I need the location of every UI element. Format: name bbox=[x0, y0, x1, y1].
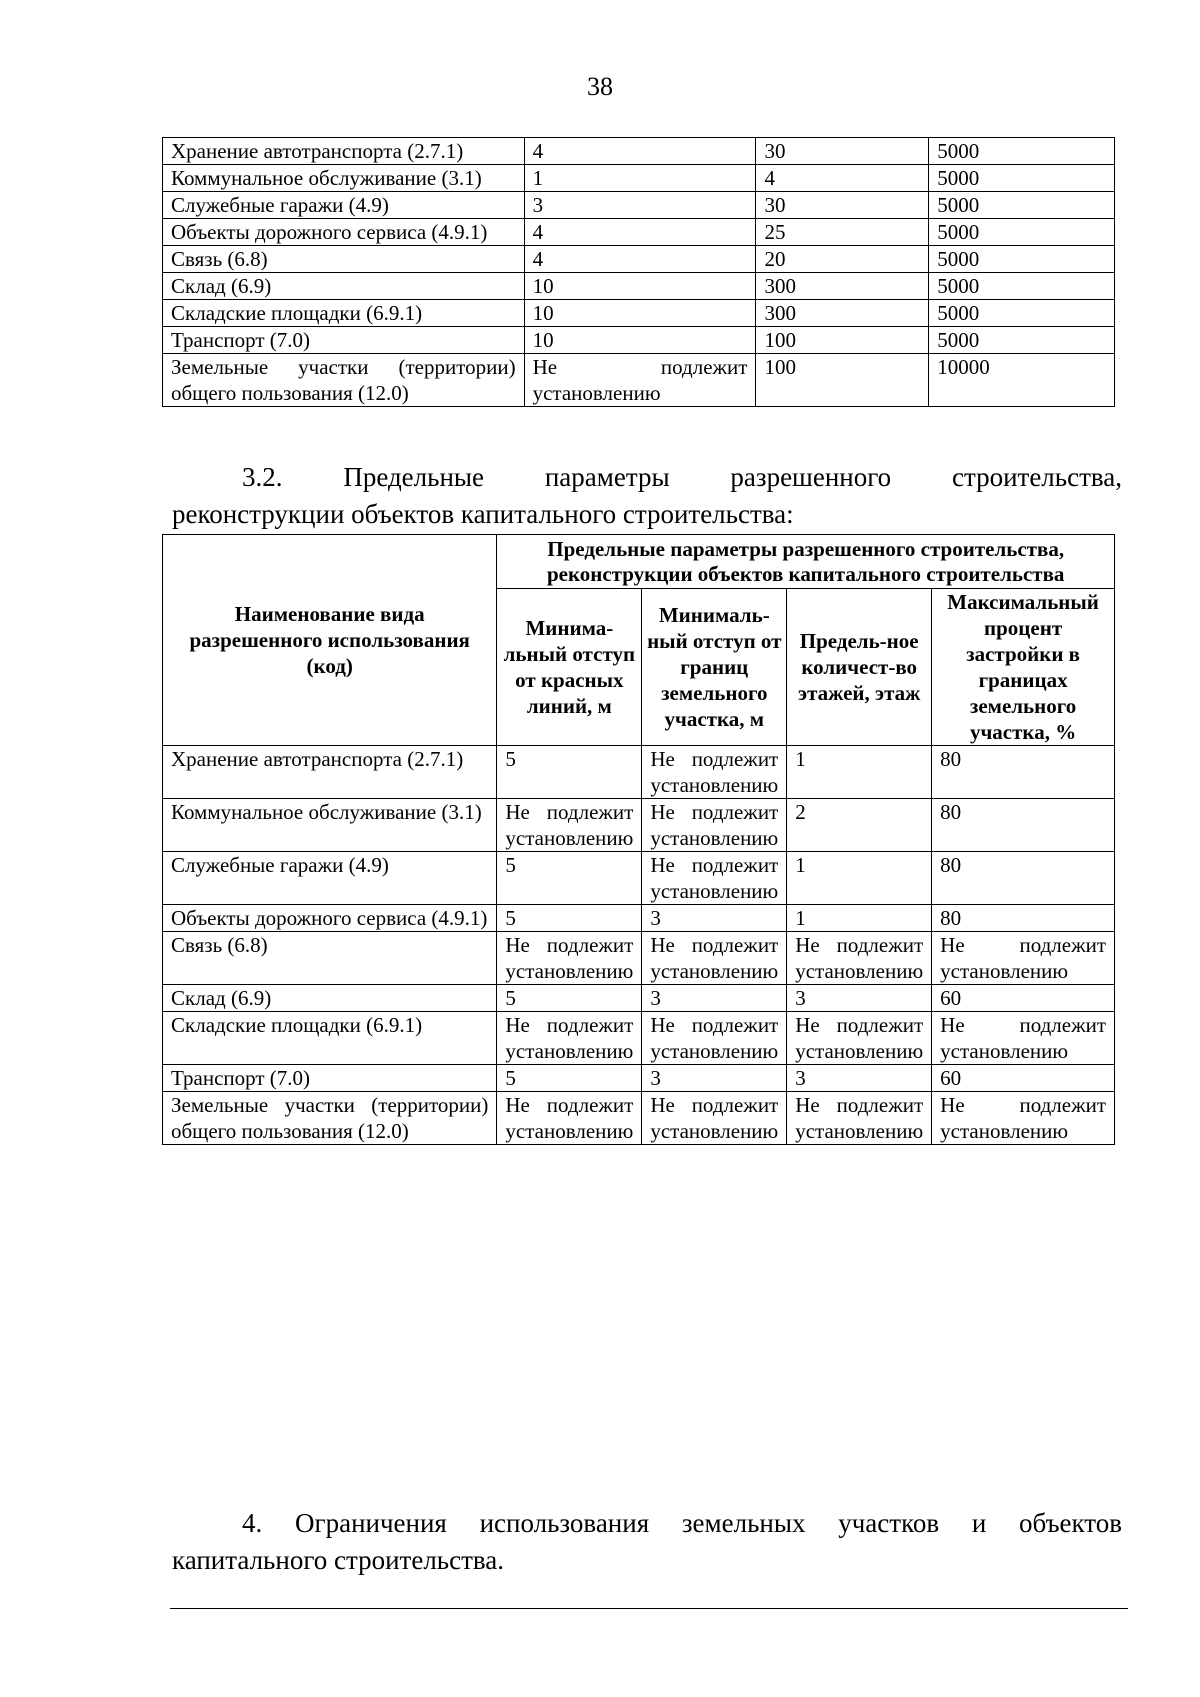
value-cell: Не подлежит установлению bbox=[787, 932, 932, 985]
value-cell: 5000 bbox=[929, 165, 1115, 192]
table-row bbox=[163, 1092, 1115, 1145]
header-name: Наименование вида разрешенного использования (код) bbox=[163, 535, 497, 746]
value-cell: 1 bbox=[787, 746, 932, 799]
value-cell: 100 bbox=[756, 354, 929, 407]
row-name-cell: Объекты дорожного сервиса (4.9.1) bbox=[163, 905, 497, 932]
value-cell: Не подлежит установлению bbox=[497, 1092, 642, 1145]
table-row bbox=[163, 746, 1115, 799]
table-row bbox=[163, 985, 1115, 1012]
table-row bbox=[163, 932, 1115, 985]
row-name-cell: Транспорт (7.0) bbox=[163, 1065, 497, 1092]
value-cell: 5 bbox=[497, 985, 642, 1012]
value-cell: 30 bbox=[756, 138, 929, 165]
table-row bbox=[163, 165, 1115, 192]
value-cell: 1 bbox=[787, 852, 932, 905]
value-cell: 80 bbox=[932, 852, 1115, 905]
value-cell: 80 bbox=[932, 799, 1115, 852]
row-name-cell: Земельные участки (территории) общего пользования (12.0) bbox=[163, 354, 525, 407]
value-cell: 5000 bbox=[929, 192, 1115, 219]
table1-body bbox=[163, 138, 1115, 407]
value-cell: 100 bbox=[756, 327, 929, 354]
value-cell: 1 bbox=[524, 165, 756, 192]
value-cell: Не подлежит установлению bbox=[642, 932, 787, 985]
value-cell: Не подлежит установлению bbox=[932, 932, 1115, 985]
section-3-2-line1: 3.2. Предельные параметры разрешенного строительства, bbox=[242, 462, 1122, 492]
header-floors: Предель-ное количест-во этажей, этаж bbox=[787, 589, 932, 746]
row-name-cell: Склад (6.9) bbox=[163, 985, 497, 1012]
row-name-cell: Складские площадки (6.9.1) bbox=[163, 1012, 497, 1065]
value-cell: 80 bbox=[932, 746, 1115, 799]
value-cell: 10 bbox=[524, 300, 756, 327]
value-cell: 5 bbox=[497, 746, 642, 799]
row-name-cell: Коммунальное обслуживание (3.1) bbox=[163, 799, 497, 852]
parameters-table bbox=[162, 534, 1115, 1145]
value-cell: 300 bbox=[756, 300, 929, 327]
value-cell: 4 bbox=[524, 138, 756, 165]
table-row bbox=[163, 1012, 1115, 1065]
value-cell: Не подлежит установлению bbox=[642, 746, 787, 799]
value-cell: 5000 bbox=[929, 219, 1115, 246]
value-cell: Не подлежит установлению bbox=[524, 354, 756, 407]
row-name-cell: Складские площадки (6.9.1) bbox=[163, 300, 525, 327]
value-cell: Не подлежит установлению bbox=[642, 1012, 787, 1065]
table-row bbox=[163, 1065, 1115, 1092]
value-cell: 10 bbox=[524, 273, 756, 300]
value-cell: 10000 bbox=[929, 354, 1115, 407]
value-cell: 5000 bbox=[929, 273, 1115, 300]
row-name-cell: Коммунальное обслуживание (3.1) bbox=[163, 165, 525, 192]
bottom-rule bbox=[170, 1608, 1128, 1609]
header-plot-boundary: Минималь-ный отступ от границ земельного участка, м bbox=[642, 589, 787, 746]
table-row bbox=[163, 799, 1115, 852]
header-red-lines: Минима-льный отступ от красных линий, м bbox=[497, 589, 642, 746]
value-cell: 3 bbox=[642, 1065, 787, 1092]
header-built-percent: Максимальный процент застройки в границах земельного участка, % bbox=[932, 589, 1115, 746]
row-name-cell: Связь (6.8) bbox=[163, 932, 497, 985]
header-group: Предельные параметры разрешенного строительства, реконструкции объектов капитального строительства bbox=[497, 535, 1115, 589]
row-name-cell: Связь (6.8) bbox=[163, 246, 525, 273]
value-cell: 3 bbox=[642, 985, 787, 1012]
value-cell: 3 bbox=[787, 985, 932, 1012]
section-4-heading bbox=[172, 1505, 1122, 1579]
value-cell: Не подлежит установлению bbox=[932, 1012, 1115, 1065]
row-name-cell: Хранение автотранспорта (2.7.1) bbox=[163, 746, 497, 799]
value-cell: Не подлежит установлению bbox=[497, 932, 642, 985]
value-cell: 25 bbox=[756, 219, 929, 246]
value-cell: Не подлежит установлению bbox=[932, 1092, 1115, 1145]
row-name-cell: Транспорт (7.0) bbox=[163, 327, 525, 354]
value-cell: 300 bbox=[756, 273, 929, 300]
table-row bbox=[163, 273, 1115, 300]
value-cell: 5000 bbox=[929, 138, 1115, 165]
value-cell: 5000 bbox=[929, 246, 1115, 273]
value-cell: 5000 bbox=[929, 300, 1115, 327]
section-4-line1: 4. Ограничения использования земельных участков и объектов bbox=[242, 1508, 1122, 1538]
value-cell: 5 bbox=[497, 905, 642, 932]
table-row bbox=[163, 138, 1115, 165]
table2-body bbox=[163, 746, 1115, 1145]
table-row bbox=[163, 246, 1115, 273]
table-row bbox=[163, 327, 1115, 354]
value-cell: Не подлежит установлению bbox=[497, 1012, 642, 1065]
table-continuation bbox=[162, 137, 1115, 407]
value-cell: 5 bbox=[497, 852, 642, 905]
value-cell: 5 bbox=[497, 1065, 642, 1092]
table-row bbox=[163, 192, 1115, 219]
value-cell: 2 bbox=[787, 799, 932, 852]
row-name-cell: Хранение автотранспорта (2.7.1) bbox=[163, 138, 525, 165]
page-number: 38 bbox=[587, 72, 613, 101]
value-cell: Не подлежит установлению bbox=[642, 852, 787, 905]
value-cell: 4 bbox=[524, 219, 756, 246]
value-cell: 60 bbox=[932, 985, 1115, 1012]
value-cell: Не подлежит установлению bbox=[497, 799, 642, 852]
value-cell: Не подлежит установлению bbox=[787, 1012, 932, 1065]
table-row bbox=[163, 852, 1115, 905]
row-name-cell: Земельные участки (территории) общего пользования (12.0) bbox=[163, 1092, 497, 1145]
value-cell: 30 bbox=[756, 192, 929, 219]
value-cell: Не подлежит установлению bbox=[642, 1092, 787, 1145]
value-cell: 20 bbox=[756, 246, 929, 273]
value-cell: 60 bbox=[932, 1065, 1115, 1092]
value-cell: Не подлежит установлению bbox=[787, 1092, 932, 1145]
value-cell: 80 bbox=[932, 905, 1115, 932]
section-3-2-heading bbox=[172, 459, 1122, 533]
value-cell: 3 bbox=[787, 1065, 932, 1092]
section-4-line2: капитального строительства. bbox=[172, 1545, 505, 1575]
row-name-cell: Склад (6.9) bbox=[163, 273, 525, 300]
value-cell: 3 bbox=[524, 192, 756, 219]
value-cell: Не подлежит установлению bbox=[642, 799, 787, 852]
table-row bbox=[163, 354, 1115, 407]
table-row bbox=[163, 300, 1115, 327]
row-name-cell: Объекты дорожного сервиса (4.9.1) bbox=[163, 219, 525, 246]
value-cell: 1 bbox=[787, 905, 932, 932]
value-cell: 5000 bbox=[929, 327, 1115, 354]
value-cell: 4 bbox=[524, 246, 756, 273]
value-cell: 3 bbox=[642, 905, 787, 932]
value-cell: 4 bbox=[756, 165, 929, 192]
value-cell: 10 bbox=[524, 327, 756, 354]
row-name-cell: Служебные гаражи (4.9) bbox=[163, 852, 497, 905]
table-row bbox=[163, 219, 1115, 246]
section-3-2-line2: реконструкции объектов капитального строительства: bbox=[172, 499, 794, 529]
row-name-cell: Служебные гаражи (4.9) bbox=[163, 192, 525, 219]
table-row bbox=[163, 905, 1115, 932]
